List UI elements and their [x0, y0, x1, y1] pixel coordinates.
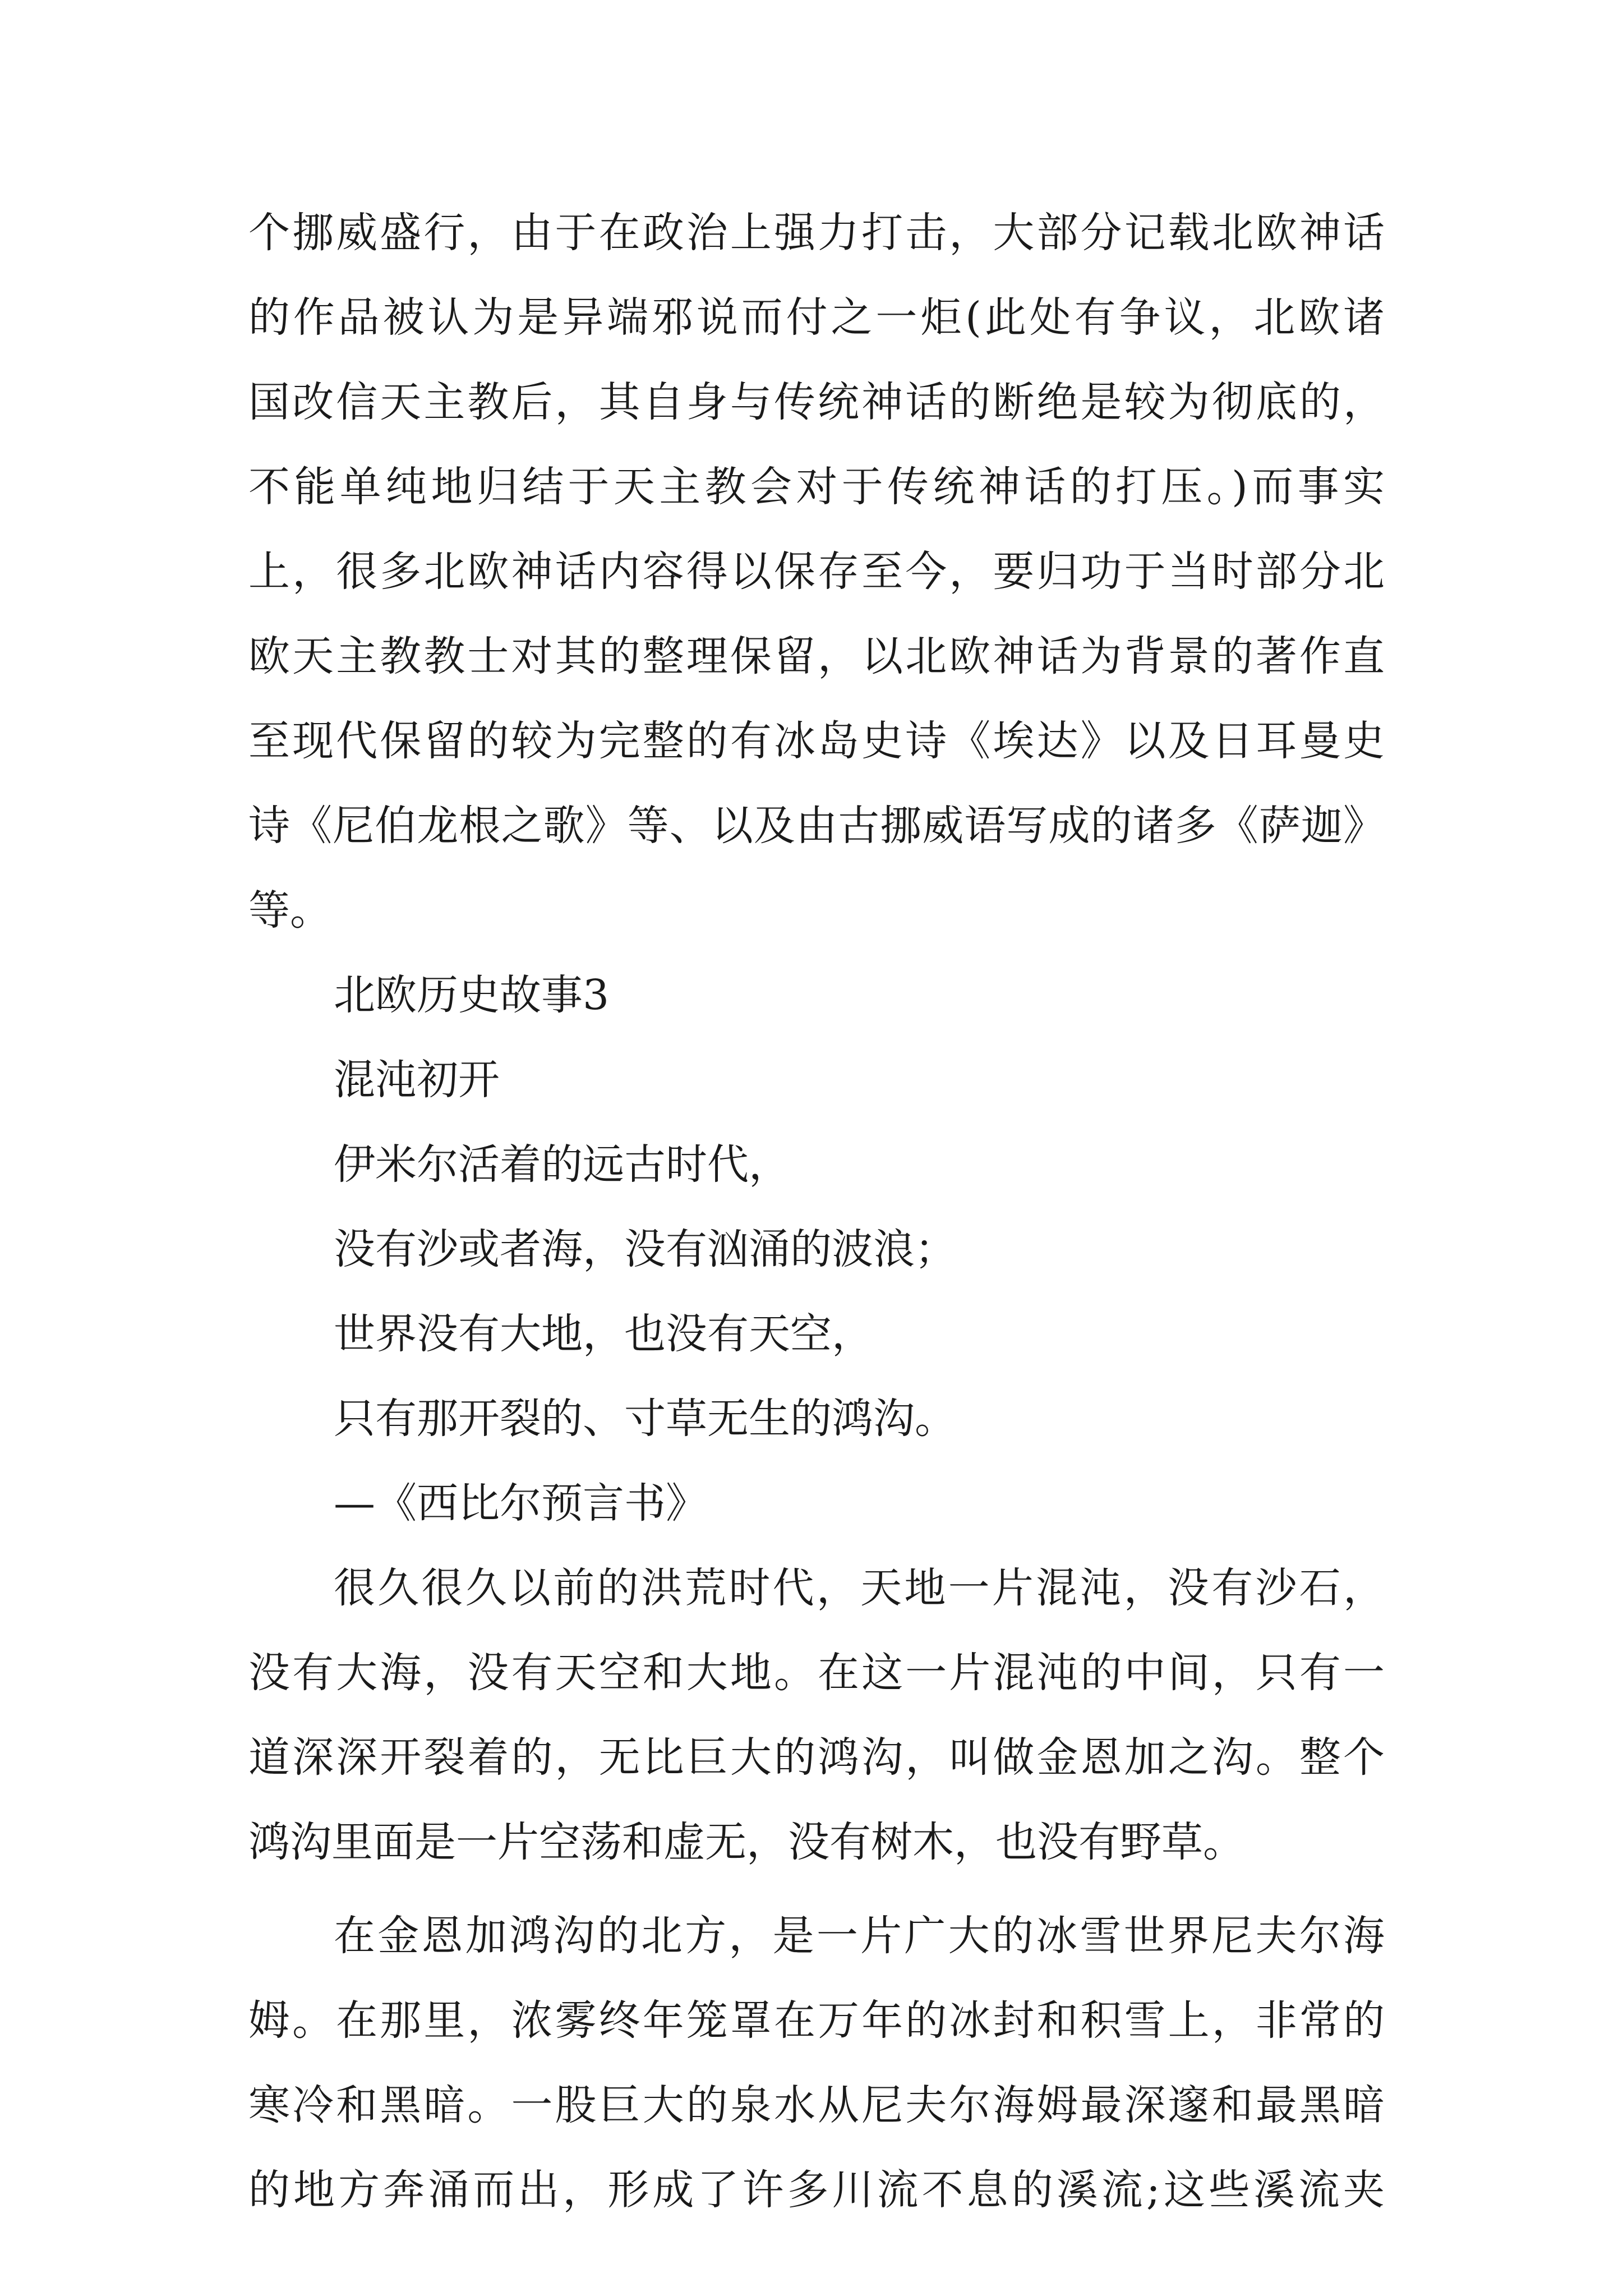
- text-line: 诗《尼伯龙根之歌》等、以及由古挪威语写成的诸多《萨迦》: [248, 802, 1385, 850]
- text-line: 在金恩加鸿沟的北方，是一片广大的冰雪世界尼夫尔海: [334, 1912, 1385, 1960]
- paragraph-mythology-history: [248, 191, 1385, 953]
- paragraph-chaos: [248, 1546, 1385, 1885]
- text-line: 鸿沟里面是一片空荡和虚无，没有树木，也没有野草。: [248, 1818, 1244, 1866]
- section-title: 北欧历史故事3: [334, 971, 610, 1019]
- text-line: 姆。在那里，浓雾终年笼罩在万年的冰封和积雪上，非常的: [248, 1996, 1385, 2045]
- text-line: 国改信天主教后，其自身与传统神话的断绝是较为彻底的，: [248, 378, 1385, 426]
- text-line: 欧天主教教士对其的整理保留，以北欧神话为背景的著作直: [248, 632, 1385, 680]
- text-line: 没有大海，没有天空和大地。在这一片混沌的中间，只有一: [248, 1649, 1385, 1697]
- story-title: 混沌初开: [334, 1056, 500, 1104]
- poem-line: 没有沙或者海，没有汹涌的波浪；: [334, 1225, 956, 1273]
- poem-line: 世界没有大地，也没有天空，: [334, 1310, 873, 1358]
- text-line: 上，很多北欧神话内容得以保存至今，要归功于当时部分北: [248, 547, 1385, 596]
- paragraph-niflheim: [248, 1894, 1385, 2233]
- poem-line: 伊米尔活着的远古时代，: [334, 1140, 790, 1189]
- text-line: 道深深开裂着的，无比巨大的鸿沟，叫做金恩加之沟。整个: [248, 1733, 1385, 1782]
- poem-attribution: —《西比尔预言书》: [334, 1479, 707, 1527]
- document-body: [248, 191, 1385, 2233]
- poem-line: 只有那开裂的、寸草无生的鸿沟。: [334, 1395, 956, 1443]
- text-line: 等。: [248, 886, 331, 935]
- text-line: 的作品被认为是异端邪说而付之一炬(此处有争议，北欧诸: [248, 293, 1385, 342]
- text-line: 很久很久以前的洪荒时代，天地一片混沌，没有沙石，: [334, 1564, 1385, 1612]
- poem: [248, 1122, 1385, 1546]
- text-line: 至现代保留的较为完整的有冰岛史诗《埃达》以及日耳曼史: [248, 717, 1385, 765]
- paragraph-spacer: [248, 1885, 1385, 1894]
- text-line: 不能单纯地归结于天主教会对于传统神话的打压。)而事实: [248, 463, 1385, 511]
- text-line: 的地方奔涌而出，形成了许多川流不息的溪流;这些溪流夹: [248, 2166, 1385, 2214]
- text-line: 个挪威盛行，由于在政治上强力打击，大部分记载北欧神话: [248, 209, 1385, 257]
- text-line: 寒冷和黑暗。一股巨大的泉水从尼夫尔海姆最深邃和最黑暗: [248, 2081, 1385, 2129]
